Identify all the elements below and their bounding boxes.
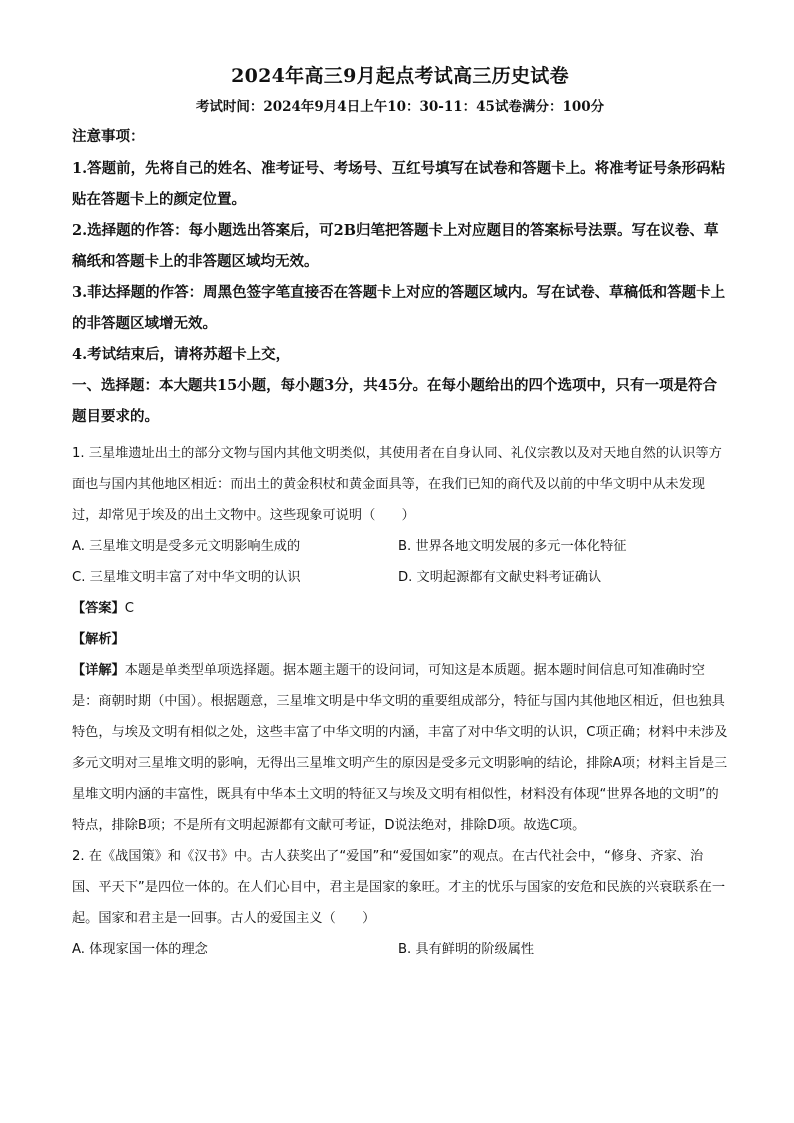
notice-item-4: 4.考试结束后，请将苏超卡上交， — [72, 346, 291, 363]
page-title: 2024年高三9月起点考试高三历史试卷 — [231, 65, 569, 87]
question-2-option-b: B. 具有鲜明的阶级属性 — [398, 942, 535, 957]
exam-time-line: 考试时间：2024年9月4日上午10：30-11：45试卷满分：100分 — [195, 99, 605, 115]
question-1-detail — [72, 655, 728, 841]
question-1-option-c: C. 三星堆文明丰富了对中华文明的认识 — [72, 570, 301, 585]
section-heading: 一、选择题：本大题共15小题，每小题3分，共45分。在每小题给出的四个选项中，只有一项是符合题目要求的。 — [72, 377, 717, 425]
question-2-option-a: A. 体现家国一体的理念 — [72, 942, 208, 957]
analysis-label: 【解析】 — [72, 632, 125, 647]
question-1-option-b: B. 世界各地文明发展的多元一体化特征 — [398, 539, 627, 554]
answer-value: C — [124, 601, 134, 616]
notice-item-1: 1.答题前，先将自己的姓名、准考证号、考场号、互红号填写在试卷和答题卡上。将准考证号条形码粘贴在答题卡上的颜定位置。 — [72, 160, 726, 208]
detail-text: 本题是单类型单项选择题。据本题主题干的设问词，可知这是本质题。据本题时间信息可知准确时空是：商朝时期（中国）。根据题意，三星堆文明是中华文明的重要组成部分，特征与国内其他地区相近，但也独具特色，与埃及文明有相似之处，这些丰富了中华文明的内涵，丰富了对中华文明的认识，C项正确；材料中未涉及多元文明对三星堆文明的影响，无得出三星堆文明产生的原因是受多元文明影响的结论，排除A项；材料主旨是三星堆文明内涵的丰富性，既具有中华本土文明的特征又与埃及文明有相似性，材料没有体现“世界各地的文明”的特点，排除B项；不是所有文明起源都有文献可考证，D说法绝对，排除D项。故选C项。 — [72, 663, 728, 833]
question-1-answer — [72, 593, 728, 624]
question-1-option-d: D. 文明起源都有文献史料考证确认 — [398, 570, 602, 585]
detail-label: 【详解】 — [72, 663, 125, 678]
question-2-stem: 2. 在《战国策》和《汉书》中。古人获奖出了“爱国”和“爱国如家”的观点。在古代社会中，“修身、齐家、治国、平天下”是四位一体的。在人们心目中，君主是国家的象旺。才主的忧乐与国家的安危和民族的兴衰联系在一起。国家和君主是一回事。古人的爱国主义（ ） — [72, 849, 726, 926]
answer-label: 【答案】 — [72, 601, 125, 616]
question-2-options — [72, 934, 728, 965]
question-1-options — [72, 531, 728, 593]
question-1-stem: 1. 三星堆遗址出土的部分文物与国内其他文明类似，其使用者在自身认同、礼仪宗教以及对天地自然的认识等方面也与国内其他地区相近：而出土的黄金积杖和黄金面具等，在我们已知的商代及以前的中华文明中从未发现过，却常见于埃及的出土文物中。这些现象可说明（ ） — [72, 446, 722, 523]
notice-item-2: 2.选择题的作答：每小题选出答案后，可2B归笔把答题卡上对应题目的答案标号法票。写在议卷、草稿纸和答题卡上的非答题区域均无效。 — [72, 222, 719, 270]
notice-heading: 注意事项： — [72, 128, 145, 145]
question-1-analysis — [72, 624, 728, 655]
notice-item-3: 3.菲达择题的作答：周黑色签字笔直接否在答题卡上对应的答题区域内。写在试卷、草稿低和答题卡上的非答题区域增无效。 — [72, 284, 726, 332]
question-1-option-a: A. 三星堆文明是受多元文明影响生成的 — [72, 539, 301, 554]
